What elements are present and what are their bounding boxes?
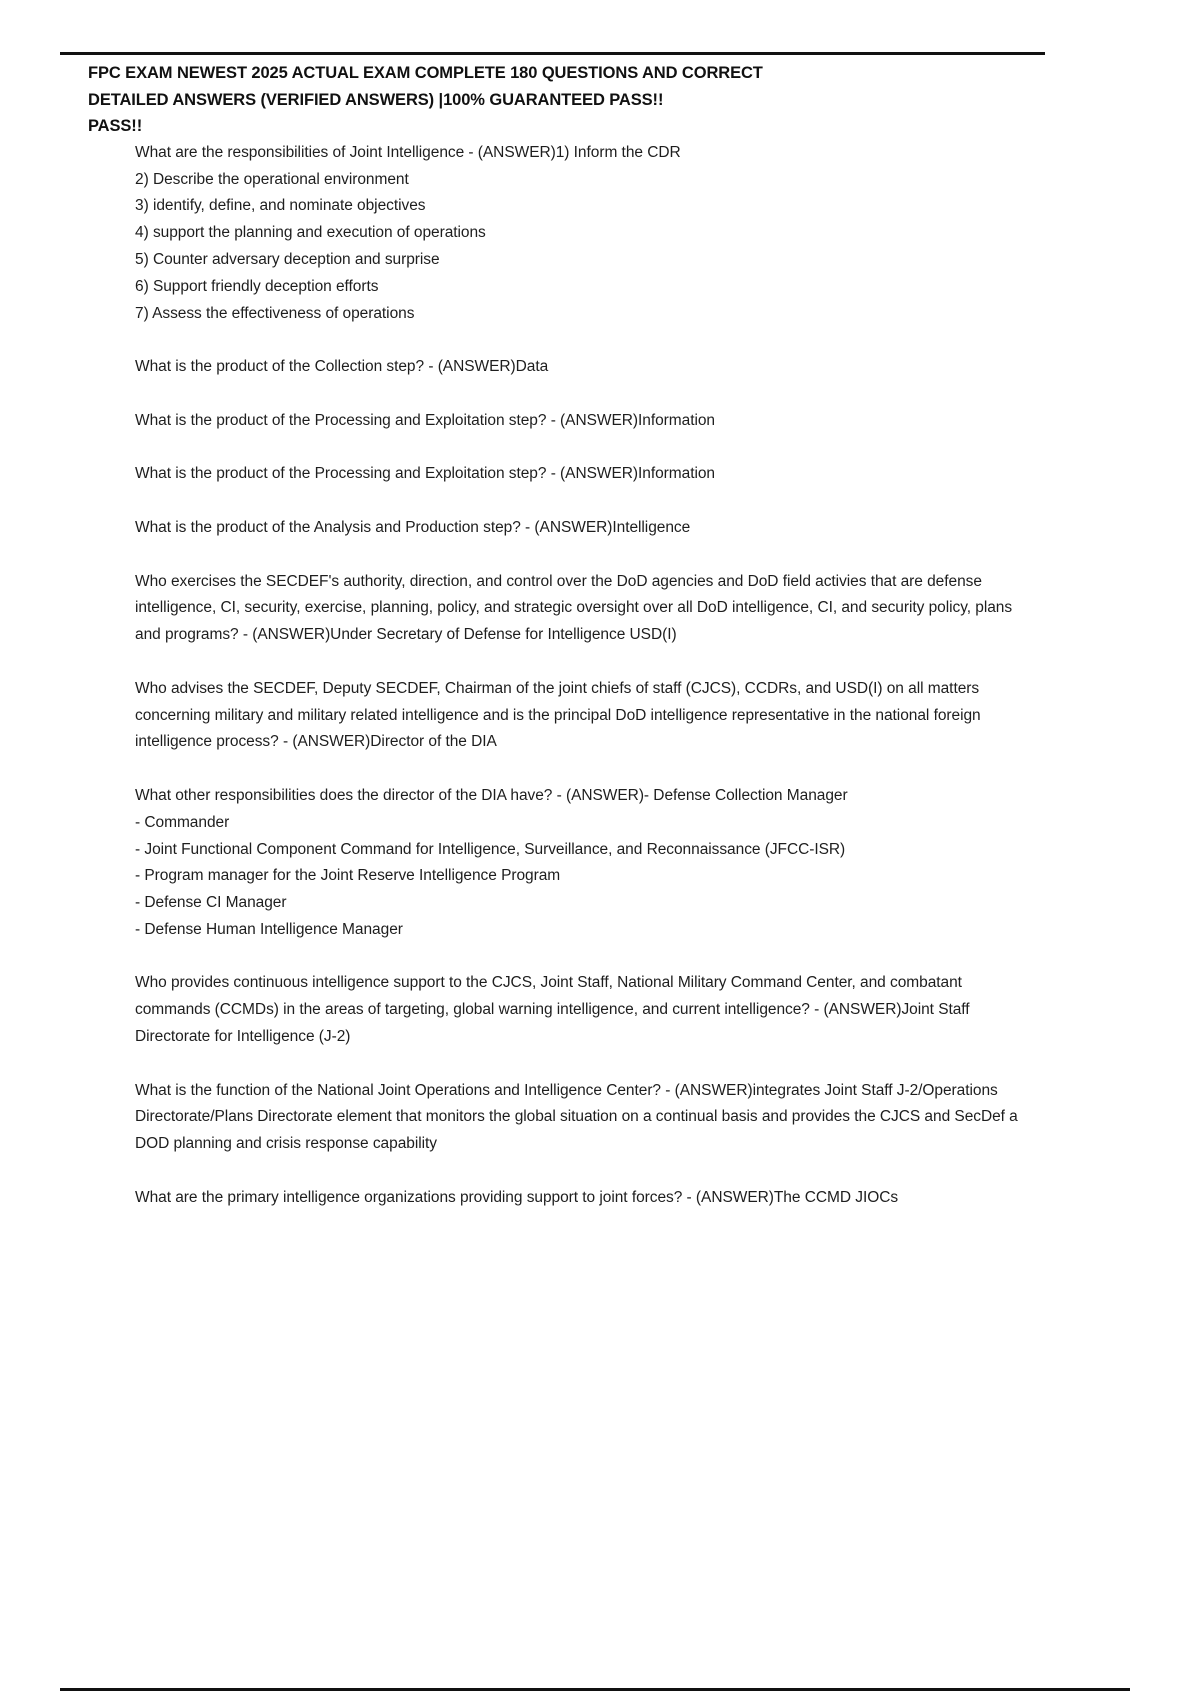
paragraph-gap — [135, 381, 1040, 408]
qa-line: Who exercises the SECDEF's authority, direction, and control over the DoD agencies and DoD field activies that are defense intelligence, CI, security, exercise, planning, policy, and strategic oversight over all DoD intelligence, CI, and security policy, plans and programs? - (ANSWER)Under Secretary of Defense for Intelligence USD(I) — [135, 572, 1013, 644]
paragraph-gap — [135, 542, 1040, 569]
document-title-line-3: PASS!! — [88, 117, 143, 136]
qa-entry-5 — [135, 515, 1040, 542]
qa-line: - Defense CI Manager — [135, 894, 287, 912]
qa-line: What are the responsibilities of Joint Intelligence - (ANSWER)1) Inform the CDR — [135, 143, 681, 161]
qa-line: What is the function of the National Joint Operations and Intelligence Center? - (ANSWER)integrates Joint Staff J-2/Operations Directorate/Plans Directorate element that monitors the global situation on a continual basis and provides the CJCS and SecDef a DOD planning and crisis response capability — [135, 1081, 1018, 1153]
qa-line: - Commander — [135, 813, 230, 831]
paragraph-gap — [135, 435, 1040, 462]
paragraph-gap — [135, 756, 1040, 783]
paragraph-gap — [135, 1051, 1040, 1078]
qa-line: 3) identify, define, and nominate objectives — [135, 197, 426, 215]
qa-entry-4 — [135, 461, 1040, 488]
qa-line: Who provides continuous intelligence support to the CJCS, Joint Staff, National Military Command Center, and combatant commands (CCMDs) in the areas of targeting, global warning intelligence, and current intelligence? - (ANSWER)Joint Staff Directorate for Intelligence (J-2) — [135, 974, 970, 1046]
page-top-rule — [60, 52, 1045, 55]
qa-entry-3 — [135, 408, 1040, 435]
document-title-line-1: FPC EXAM NEWEST 2025 ACTUAL EXAM COMPLETE 180 QUESTIONS AND CORRECT — [88, 64, 763, 82]
qa-entry-8 — [135, 783, 1040, 944]
qa-body — [135, 140, 1040, 1212]
qa-entry-7 — [135, 676, 1040, 756]
qa-entry-9 — [135, 970, 1040, 1050]
qa-entry-10 — [135, 1078, 1040, 1158]
document-content — [88, 60, 1088, 1212]
qa-entry-11 — [135, 1185, 1040, 1212]
qa-line: What is the product of the Collection step? - (ANSWER)Data — [135, 358, 549, 376]
qa-line: What is the product of the Processing and Exploitation step? - (ANSWER)Information — [135, 465, 716, 483]
qa-line: - Joint Functional Component Command for Intelligence, Surveillance, and Reconnaissance (JFCC-ISR) — [135, 840, 846, 858]
qa-entry-2 — [135, 354, 1040, 381]
paragraph-gap — [135, 488, 1040, 515]
qa-line: - Defense Human Intelligence Manager — [135, 920, 403, 938]
qa-entry-1 — [135, 140, 1040, 328]
qa-line: What is the product of the Processing and Exploitation step? - (ANSWER)Information — [135, 411, 716, 429]
paragraph-gap — [135, 1158, 1040, 1185]
page-bottom-rule — [60, 1688, 1130, 1691]
qa-line: 4) support the planning and execution of operations — [135, 224, 486, 242]
document-title-line-2: DETAILED ANSWERS (VERIFIED ANSWERS) |100% GUARANTEED PASS!! — [88, 90, 664, 109]
qa-line: What is the product of the Analysis and Production step? - (ANSWER)Intelligence — [135, 518, 691, 536]
qa-entry-6 — [135, 569, 1040, 649]
qa-line: 5) Counter adversary deception and surprise — [135, 250, 440, 268]
qa-line: 7) Assess the effectiveness of operations — [135, 304, 415, 322]
qa-line: - Program manager for the Joint Reserve Intelligence Program — [135, 867, 561, 885]
paragraph-gap — [135, 944, 1040, 971]
document-title — [88, 60, 888, 140]
qa-line: What are the primary intelligence organizations providing support to joint forces? - (ANSWER)The CCMD JIOCs — [135, 1188, 899, 1206]
qa-line: 2) Describe the operational environment — [135, 170, 409, 188]
qa-line: Who advises the SECDEF, Deputy SECDEF, Chairman of the joint chiefs of staff (CJCS), CCDRs, and USD(I) on all matters concerning military and military related intelligence and is the principal DoD intelligence representative in the national foreign intelligence process? - (ANSWER)Director of the DIA — [135, 679, 981, 751]
paragraph-gap — [135, 327, 1040, 354]
paragraph-gap — [135, 649, 1040, 676]
qa-line: 6) Support friendly deception efforts — [135, 277, 379, 295]
qa-line: What other responsibilities does the director of the DIA have? - (ANSWER)- Defense Collection Manager — [135, 786, 848, 804]
